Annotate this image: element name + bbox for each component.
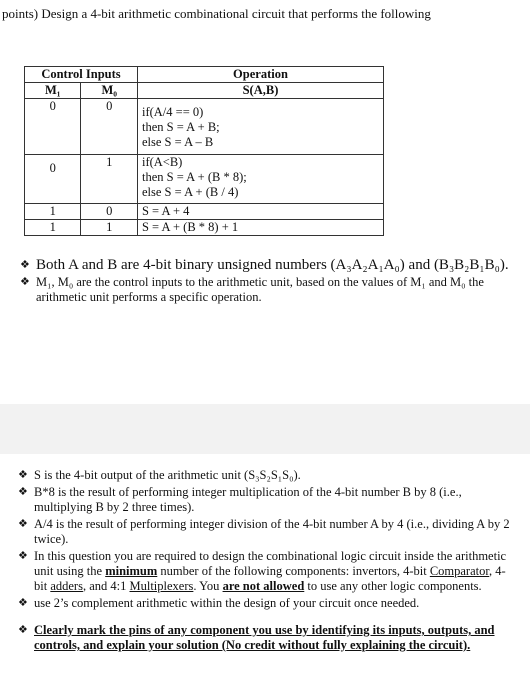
operation-line: then S = A + B;	[141, 120, 220, 134]
list-item	[18, 517, 514, 547]
emphasis-not-allowed: are not allowed	[222, 579, 305, 593]
list-item	[18, 549, 514, 594]
m1-cell: 0	[25, 99, 81, 155]
bullet-text: A/4 is the result of performing integer division of the 4-bit number A by 4 (i.e., dividing A by 2 twice).	[34, 517, 510, 546]
operation-line: if(A<B)	[141, 155, 183, 169]
bullet-list-bottom	[18, 468, 514, 655]
bullet-diamond-icon: ❖	[18, 597, 28, 609]
adders-link: adders	[50, 579, 83, 593]
m0-cell: 0	[81, 99, 137, 155]
list-item	[18, 468, 514, 483]
table-row	[25, 204, 384, 220]
bullet-diamond-icon: ❖	[18, 486, 28, 498]
bullet-list-top	[20, 258, 516, 307]
control-inputs-header: Control Inputs	[25, 67, 138, 83]
bullet-diamond-icon: ❖	[18, 518, 28, 530]
list-item	[18, 485, 514, 515]
m1-cell: 1	[25, 204, 81, 220]
comparator-link: Comparator	[429, 564, 490, 578]
bullet-diamond-icon: ❖	[20, 259, 30, 271]
m1-cell: 0	[25, 155, 81, 204]
control-table	[24, 66, 384, 236]
operation-line: if(A/4 == 0)	[141, 105, 204, 119]
bullet-text: , 4-bit	[34, 564, 506, 593]
bullet-text: . You	[193, 579, 223, 593]
operation-cell	[137, 99, 383, 155]
m1-cell: 1	[25, 220, 81, 236]
instruction-bold: Clearly mark the pins of any component you use by identifying its inputs, outputs, and controls, and explain your solution (No credit without fully explaining the circuit).	[34, 623, 495, 652]
list-item	[20, 275, 516, 305]
bullet-diamond-icon: ❖	[18, 469, 28, 481]
bullet-diamond-icon: ❖	[18, 550, 28, 562]
question-header: points) Design a 4-bit arithmetic combinational circuit that performs the following	[2, 6, 431, 21]
list-item	[18, 623, 514, 653]
table-row	[25, 155, 384, 204]
operation-cell	[137, 155, 383, 204]
operation-cell: S = A + (B * 8) + 1	[137, 220, 383, 236]
m0-header: M₀	[81, 83, 137, 99]
lower-panel	[0, 454, 530, 700]
list-item	[18, 596, 514, 611]
m0-cell: 1	[81, 155, 137, 204]
m0-cell: 1	[81, 220, 137, 236]
list-item	[20, 258, 516, 273]
operation-line: else S = A – B	[141, 135, 214, 149]
bullet-text: S is the 4-bit output of the arithmetic unit (S₃S₂S₁S₀).	[34, 468, 301, 482]
bullet-text: M₁, M₀ are the control inputs to the arithmetic unit, based on the values of M₁ and M₀ the arithmetic unit performs a specific operation.	[36, 275, 484, 304]
bullet-text: B*8 is the result of performing integer multiplication of the 4-bit number B by 8 (i.e., multiplying B by 2 three times).	[34, 485, 462, 514]
bullet-text: Both A and B are 4-bit binary unsigned numbers (A₃A₂A₁A₀) and (B₃B₂B₁B₀).	[36, 257, 509, 273]
bullet-diamond-icon: ❖	[18, 624, 28, 636]
s-header: S(A,B)	[137, 83, 383, 99]
m1-header: M₁	[25, 83, 81, 99]
bullet-text: In this question you are required to design the combinational logic circuit inside the arithmetic unit using the	[34, 549, 507, 578]
page-gap	[0, 404, 530, 454]
bullet-text: , and 4:1	[82, 579, 130, 593]
operation-line: then S = A + (B * 8);	[141, 170, 247, 184]
table-row	[25, 220, 384, 236]
emphasis-minimum: minimum	[105, 564, 158, 578]
operation-header: Operation	[137, 67, 383, 83]
bullet-text: use 2’s complement arithmetic within the design of your circuit once needed.	[34, 596, 420, 610]
multiplexers-link: Multiplexers	[129, 579, 194, 593]
bullet-text: number of the following components: invertors, 4-bit	[157, 564, 430, 578]
bullet-diamond-icon: ❖	[20, 276, 30, 288]
bullet-text: to use any other logic components.	[304, 579, 482, 593]
operation-line: else S = A + (B / 4)	[141, 185, 239, 199]
operation-cell: S = A + 4	[137, 204, 383, 220]
table-row	[25, 99, 384, 155]
m0-cell: 0	[81, 204, 137, 220]
